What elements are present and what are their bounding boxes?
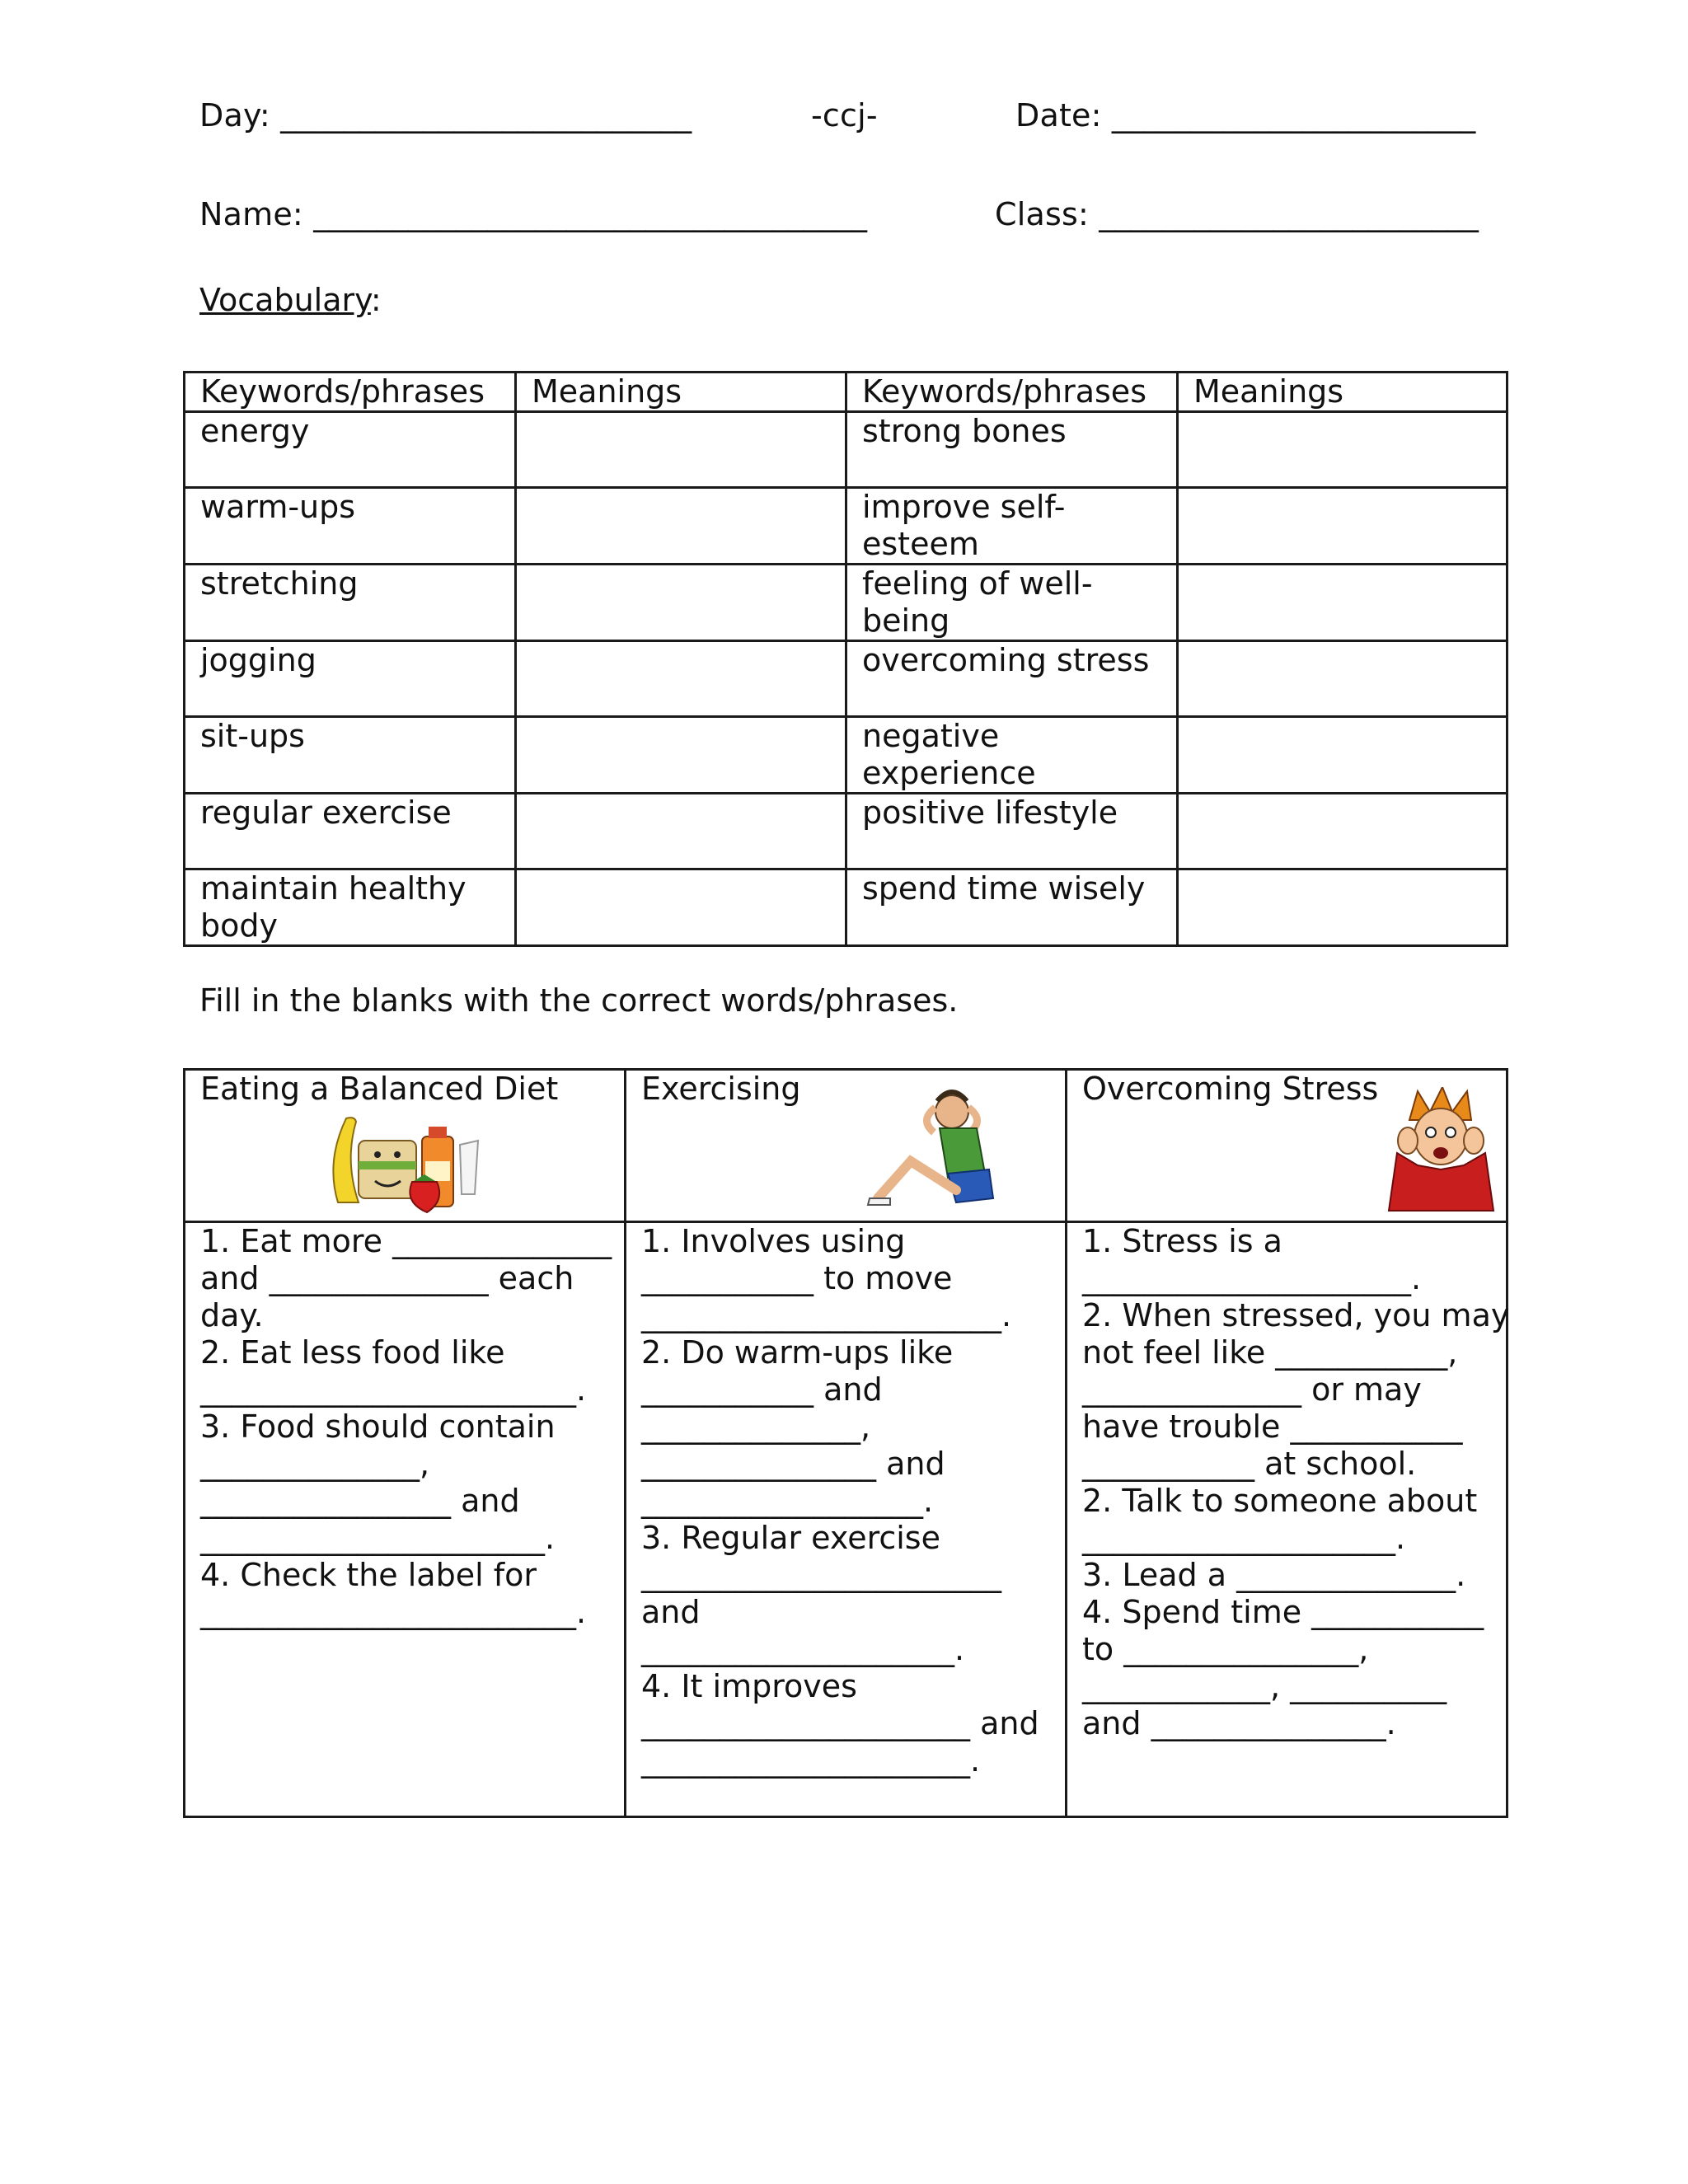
text-line: 2. Eat less food like xyxy=(200,1334,505,1371)
date-field: Date: _______________________ xyxy=(1015,97,1476,134)
vocabulary-header-row xyxy=(185,373,1507,412)
meaning-answer-cell[interactable] xyxy=(516,794,846,869)
keyword-cell: stretching xyxy=(185,565,516,641)
header-meanings-left: Meanings xyxy=(516,373,846,412)
vocabulary-row xyxy=(185,869,1507,946)
keyword-cell: regular exercise xyxy=(185,794,516,869)
blank-line[interactable]: 4. Spend time ___________ xyxy=(1082,1594,1484,1630)
meaning-answer-cell[interactable] xyxy=(516,412,846,488)
meaning-answer-cell[interactable] xyxy=(516,717,846,794)
keyword-cell: maintain healthy body xyxy=(185,869,516,946)
meaning-answer-cell[interactable] xyxy=(516,869,846,946)
topic-diet-content xyxy=(185,1222,626,1817)
blank-line[interactable]: _____________________ and xyxy=(641,1705,1039,1741)
keyword-cell: negative experience xyxy=(846,717,1178,794)
blank-line[interactable]: _______________ and xyxy=(641,1446,945,1482)
blank-line[interactable]: and _______________. xyxy=(1082,1705,1396,1741)
keyword-cell: positive lifestyle xyxy=(846,794,1178,869)
blank-line[interactable]: ________________________. xyxy=(200,1594,587,1630)
keyword-cell: energy xyxy=(185,412,516,488)
day-field: Day: __________________________ xyxy=(199,97,692,134)
keyword-cell: warm-ups xyxy=(185,488,516,565)
blank-line[interactable]: ______________, xyxy=(200,1446,430,1482)
vocabulary-heading xyxy=(199,282,382,318)
blank-line[interactable]: _____________________. xyxy=(1082,1260,1422,1296)
meaning-answer-cell[interactable] xyxy=(1178,869,1507,946)
keyword-cell: jogging xyxy=(185,641,516,717)
text-line: 3. Food should contain xyxy=(200,1408,556,1445)
keyword-cell: sit-ups xyxy=(185,717,516,794)
text-line: 1. Stress is a xyxy=(1082,1223,1282,1259)
meaning-answer-cell[interactable] xyxy=(1178,488,1507,565)
header-keywords-left: Keywords/phrases xyxy=(185,373,516,412)
sit-ups-exercise-icon xyxy=(861,1083,1039,1215)
text-line: 2. Talk to someone about xyxy=(1082,1483,1478,1519)
topic-exercise-title: Exercising xyxy=(641,1071,801,1107)
blank-line[interactable]: 3. Lead a ______________. xyxy=(1082,1557,1466,1593)
blank-line[interactable]: __________________. xyxy=(641,1483,934,1519)
blank-line[interactable]: ___________ at school. xyxy=(1082,1446,1417,1482)
stressed-person-icon xyxy=(1385,1087,1500,1215)
keyword-cell: feeling of well-being xyxy=(846,565,1178,641)
blank-line[interactable]: ___________ to move xyxy=(641,1260,953,1296)
header-keywords-right: Keywords/phrases xyxy=(846,373,1178,412)
meaning-answer-cell[interactable] xyxy=(516,565,846,641)
balanced-diet-food-icon xyxy=(321,1112,486,1215)
blank-line[interactable]: _____________________. xyxy=(641,1742,981,1779)
meaning-answer-cell[interactable] xyxy=(1178,794,1507,869)
meaning-answer-cell[interactable] xyxy=(1178,641,1507,717)
vocabulary-row xyxy=(185,488,1507,565)
class-field: Class: ________________________ xyxy=(995,196,1479,232)
meaning-answer-cell[interactable] xyxy=(1178,717,1507,794)
blank-line[interactable]: ________________________. xyxy=(200,1371,587,1408)
vocabulary-row xyxy=(185,794,1507,869)
vocabulary-row xyxy=(185,717,1507,794)
vocabulary-colon: : xyxy=(370,282,382,318)
text-line: and xyxy=(641,1594,701,1630)
blank-line[interactable]: ______________________. xyxy=(200,1520,556,1556)
blank-line[interactable]: ________________ and xyxy=(200,1483,520,1519)
header-meanings-right: Meanings xyxy=(1178,373,1507,412)
meaning-answer-cell[interactable] xyxy=(516,488,846,565)
fill-in-table xyxy=(183,1068,1508,1818)
topic-exercise-content xyxy=(626,1222,1067,1817)
blank-line[interactable]: and ______________ each xyxy=(200,1260,574,1296)
name-field: Name: ___________________________________ xyxy=(199,196,868,232)
topic-stress-title: Overcoming Stress xyxy=(1082,1071,1379,1107)
blank-line[interactable]: not feel like ___________, xyxy=(1082,1334,1458,1371)
topic-stress-content xyxy=(1067,1222,1510,1817)
meaning-answer-cell[interactable] xyxy=(516,641,846,717)
blank-line[interactable]: ____________, __________ xyxy=(1082,1668,1447,1704)
text-line: 1. Involves using xyxy=(641,1223,906,1259)
text-line: 4. Check the label for xyxy=(200,1557,537,1593)
text-line: 4. It improves xyxy=(641,1668,857,1704)
keyword-cell: spend time wisely xyxy=(846,869,1178,946)
blank-line[interactable]: ______________ or may xyxy=(1082,1371,1422,1408)
topic-exercise-header xyxy=(626,1070,1067,1222)
blank-line[interactable]: ___________ and xyxy=(641,1371,883,1408)
vocabulary-row xyxy=(185,641,1507,717)
fill-in-instruction: Fill in the blanks with the correct words/phrases. xyxy=(199,982,959,1019)
vocabulary-title: Vocabulary xyxy=(199,282,371,318)
blank-line[interactable]: 1. Eat more ______________ xyxy=(200,1223,612,1259)
blank-line[interactable]: to _______________, xyxy=(1082,1631,1369,1667)
blank-line[interactable]: ______________, xyxy=(641,1408,871,1445)
topic-content-row xyxy=(185,1222,1507,1817)
topic-diet-header xyxy=(185,1070,626,1222)
meaning-answer-cell[interactable] xyxy=(1178,565,1507,641)
vocabulary-row xyxy=(185,412,1507,488)
text-line: 2. Do warm-ups like xyxy=(641,1334,954,1371)
topic-header-row xyxy=(185,1070,1507,1222)
keyword-cell: improve self-esteem xyxy=(846,488,1178,565)
keyword-cell: strong bones xyxy=(846,412,1178,488)
blank-line[interactable]: _______________________ xyxy=(641,1557,1001,1593)
blank-line[interactable]: _______________________. xyxy=(641,1297,1012,1333)
topic-diet-title: Eating a Balanced Diet xyxy=(200,1071,559,1107)
vocabulary-table xyxy=(183,371,1508,947)
text-line: 3. Regular exercise xyxy=(641,1520,940,1556)
meaning-answer-cell[interactable] xyxy=(1178,412,1507,488)
blank-line[interactable]: ____________________. xyxy=(641,1631,965,1667)
topic-stress-header xyxy=(1067,1070,1507,1222)
vocabulary-row xyxy=(185,565,1507,641)
worksheet-code: -ccj- xyxy=(811,97,878,134)
text-line: day. xyxy=(200,1297,264,1333)
blank-line[interactable]: have trouble ___________ xyxy=(1082,1408,1463,1445)
blank-line[interactable]: ____________________. xyxy=(1082,1520,1406,1556)
keyword-cell: overcoming stress xyxy=(846,641,1178,717)
text-line: 2. When stressed, you may xyxy=(1082,1297,1510,1333)
